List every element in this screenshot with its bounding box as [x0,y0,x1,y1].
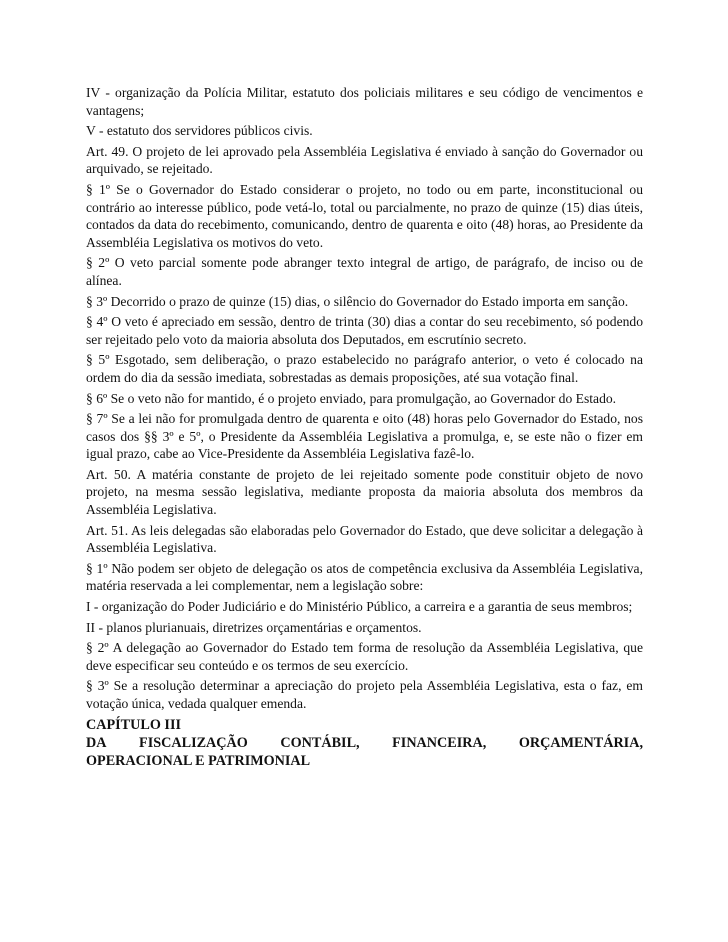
paragraph-art-49-par-1: § 1º Se o Governador do Estado considerar o projeto, no todo ou em parte, inconstitucional ou contrário ao interesse público, pode vetá-lo, total ou parcialmente, no prazo de quinze (15) dias úteis, contados da data do recebimento, comunicando, dentro de quarenta e oito (48) horas, ao Presidente da Assembléia Legislativa os motivos do veto. [86,181,643,250]
paragraph-art-49: Art. 49. O projeto de lei aprovado pela Assembléia Legislativa é enviado à sanção do Governador ou arquivado, se rejeitado. [86,143,643,177]
paragraph-inciso-v: V - estatuto dos servidores públicos civis. [86,123,313,139]
paragraph-art-49-par-7: § 7º Se a lei não for promulgada dentro de quarenta e oito (48) horas pelo Governador do Estado, nos casos dos §§ 3º e 5º, o Presidente da Assembléia Legislativa a promulga, e, se este não o fizer em igual prazo, cabe ao Vice-Presidente da Assembléia Legislativa fazê-lo. [86,411,643,462]
document-page [86,84,643,770]
paragraph-inciso-iv: IV - organização da Polícia Militar, estatuto dos policiais militares e seu código de vencimentos e vantagens; [86,85,643,118]
paragraph-art-49-par-6: § 6º Se o veto não for mantido, é o projeto enviado, para promulgação, ao Governador do Estado. [86,390,617,406]
paragraph-art-51: Art. 51. As leis delegadas são elaboradas pelo Governador do Estado, que deve solicitar a delegação à Assembléia Legislativa. [86,522,643,556]
section-title-line-2: OPERACIONAL E PATRIMONIAL [86,752,311,769]
section-title-word: FISCALIZAÇÃO [139,734,248,751]
paragraph-art-50: Art. 50. A matéria constante de projeto de lei rejeitado somente pode constituir objeto de novo projeto, na mesma sessão legislativa, mediante proposta da maioria absoluta dos membros da Assembléia Legislativa. [86,466,643,518]
paragraph-art-51-inciso-ii: II - planos plurianuais, diretrizes orçamentárias e orçamentos. [86,619,422,635]
section-title-line-1 [86,734,643,752]
section-title [86,734,643,770]
paragraph-art-49-par-3: § 3º Decorrido o prazo de quinze (15) dias, o silêncio do Governador do Estado importa em sanção. [86,293,629,309]
paragraph-art-51-par-1: § 1º Não podem ser objeto de delegação os atos de competência exclusiva da Assembléia Legislativa, matéria reservada a lei complementar, nem a legislação sobre: [86,560,643,594]
section-title-word: FINANCEIRA, [392,734,487,751]
paragraph-art-49-par-4: § 4º O veto é apreciado em sessão, dentro de trinta (30) dias a contar do seu recebimento, só podendo ser rejeitado pelo voto da maioria absoluta dos Deputados, em escrutínio secreto. [86,314,643,347]
paragraph-art-51-par-3: § 3º Se a resolução determinar a apreciação do projeto pela Assembléia Legislativa, esta o faz, em votação única, vedada qualquer emenda. [86,678,643,711]
paragraph-art-51-par-2: § 2º A delegação ao Governador do Estado tem forma de resolução da Assembléia Legislativa, que deve especificar seu conteúdo e os termos de seu exercício. [86,640,643,673]
paragraph-art-49-par-2: § 2º O veto parcial somente pode abranger texto integral de artigo, de parágrafo, de inciso ou de alínea. [86,255,643,288]
paragraph-art-49-par-5: § 5º Esgotado, sem deliberação, o prazo estabelecido no parágrafo anterior, o veto é colocado na ordem do dia da sessão imediata, sobrestadas as demais proposições, até sua votação final. [86,352,643,385]
section-title-word: DA [86,734,107,751]
paragraph-art-51-inciso-i: I - organização do Poder Judiciário e do Ministério Público, a carreira e a garantia de seus membros; [86,599,633,615]
section-title-word: ORÇAMENTÁRIA, [518,734,643,751]
chapter-title: CAPÍTULO III [86,716,181,733]
section-title-word: CONTÁBIL, [280,734,360,751]
